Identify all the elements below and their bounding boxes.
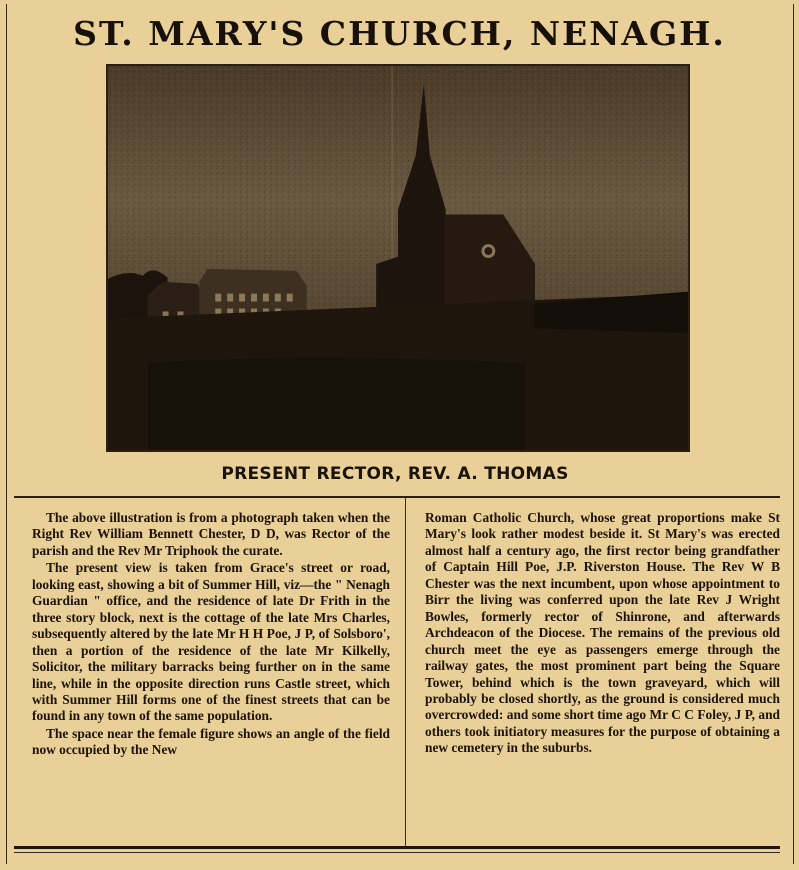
church-photograph	[106, 64, 690, 452]
article-paragraph: The above illustration is from a photograph taken when the Right Rev William Bennett Chester, D D, was Rector of the parish and the Rev Mr Triphook the curate.	[32, 510, 390, 558]
church-photograph-image	[108, 66, 688, 450]
article-paragraph: The present view is taken from Grace's street or road, looking east, showing a bit of Summer Hill, viz—the " Nenagh Guardian " office, and the residence of late Dr Frith in the three story block, next is the cottage of the late Mrs Charles, subsequently altered by the late Mr H H Poe, J P, of Solsboro', then a portion of the residence of the late Mr Kilkelly, Solicitor, the military barracks being further on in the same line, while in the opposite direction runs Castle street, which with Summer Hill forms one of the finest streets that can be found in any town of the same population.	[32, 560, 390, 724]
bottom-divider	[14, 846, 780, 849]
article-paragraph: Roman Catholic Church, whose great proportions make St Mary's look rather modest beside it. St Mary's was erected almost half a century ago, the first rector being grandfather of Captain Hill Poe, J.P. Riverston House. The Rev W B Chester was the next incumbent, upon whose appointment to Birr the living was conferred upon the late Rev J Wright Bowles, formerly rector of Shinrone, and afterwards Archdeacon of the Diocese. The remains of the previous old church meet the eye as passengers emerge through the railway gates, the most prominent part being the Square Tower, behind which is the town graveyard, which will probably be closed shortly, as the ground is considered much overcrowded: and some short time ago Mr C C Foley, J P, and others took initiatory measures for the purpose of obtaining a new cemetery in the suburbs.	[425, 510, 780, 756]
top-divider	[14, 496, 780, 498]
article-right-column	[425, 510, 780, 757]
article-paragraph: The space near the female figure shows an angle of the field now occupied by the New	[32, 725, 390, 758]
article-left-column	[32, 510, 390, 759]
column-divider	[405, 498, 406, 846]
bottom-divider-thin	[14, 852, 780, 853]
photo-caption: PRESENT RECTOR, REV. A. THOMAS	[221, 464, 569, 484]
headline: ST. MARY'S CHURCH, NENAGH.	[73, 14, 726, 53]
